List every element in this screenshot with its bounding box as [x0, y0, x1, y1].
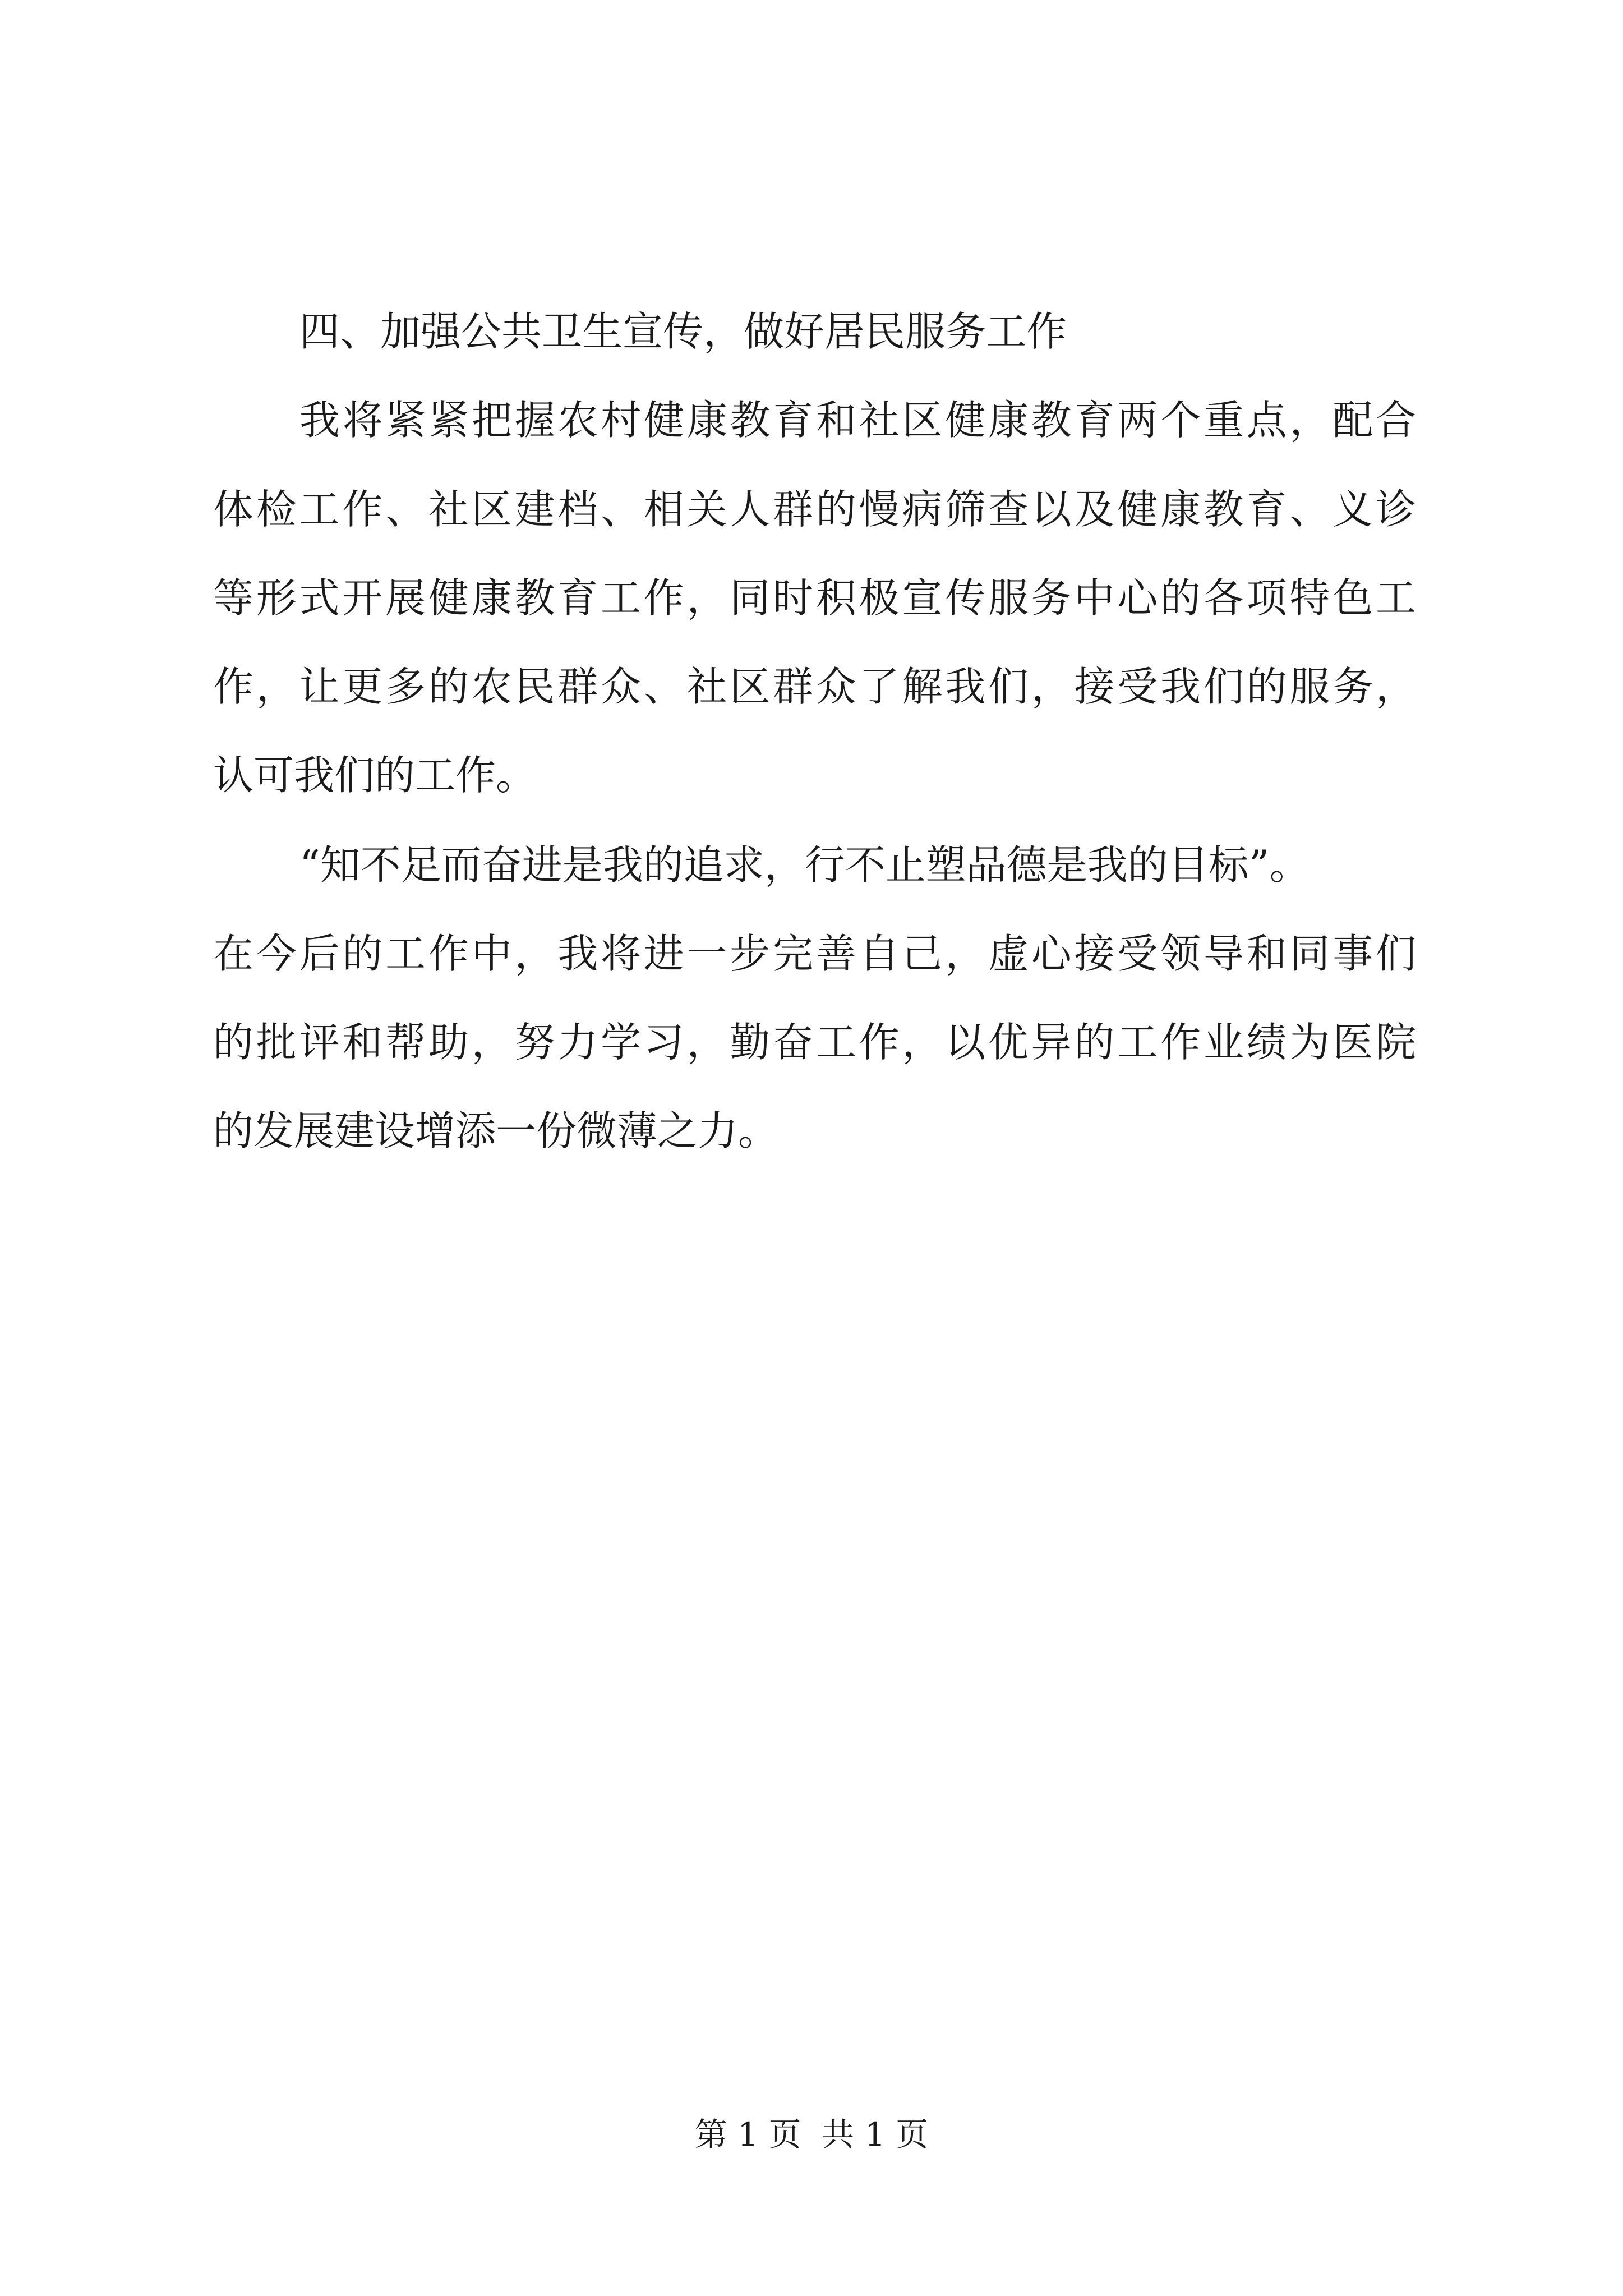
paragraph-line: 我将紧紧把握农村健康教育和社区健康教育两个重点，配合	[299, 397, 1416, 444]
quote-line: “知不足而奋进是我的追求，行不止塑品德是我的目标”。	[299, 841, 1310, 889]
section-heading: 四、加强公共卫生宣传，做好居民服务工作	[299, 308, 1067, 355]
page-number-footer: 第 1 页 共 1 页	[694, 2115, 929, 2154]
paragraph-line: 的发展建设增添一份微薄之力。	[213, 1107, 779, 1154]
paragraph-line: 认可我们的工作。	[213, 752, 537, 799]
paragraph-line: 在今后的工作中，我将进一步完善自己，虚心接受领导和同事们	[213, 930, 1416, 977]
paragraph-line: 等形式开展健康教育工作，同时积极宣传服务中心的各项特色工	[213, 574, 1416, 622]
paragraph-line: 体检工作、社区建档、相关人群的慢病筛查以及健康教育、义诊	[213, 486, 1416, 533]
paragraph-line: 作，让更多的农民群众、社区群众了解我们，接受我们的服务，	[213, 663, 1416, 710]
paragraph-line: 的批评和帮助，努力学习，勤奋工作，以优异的工作业绩为医院	[213, 1019, 1416, 1066]
